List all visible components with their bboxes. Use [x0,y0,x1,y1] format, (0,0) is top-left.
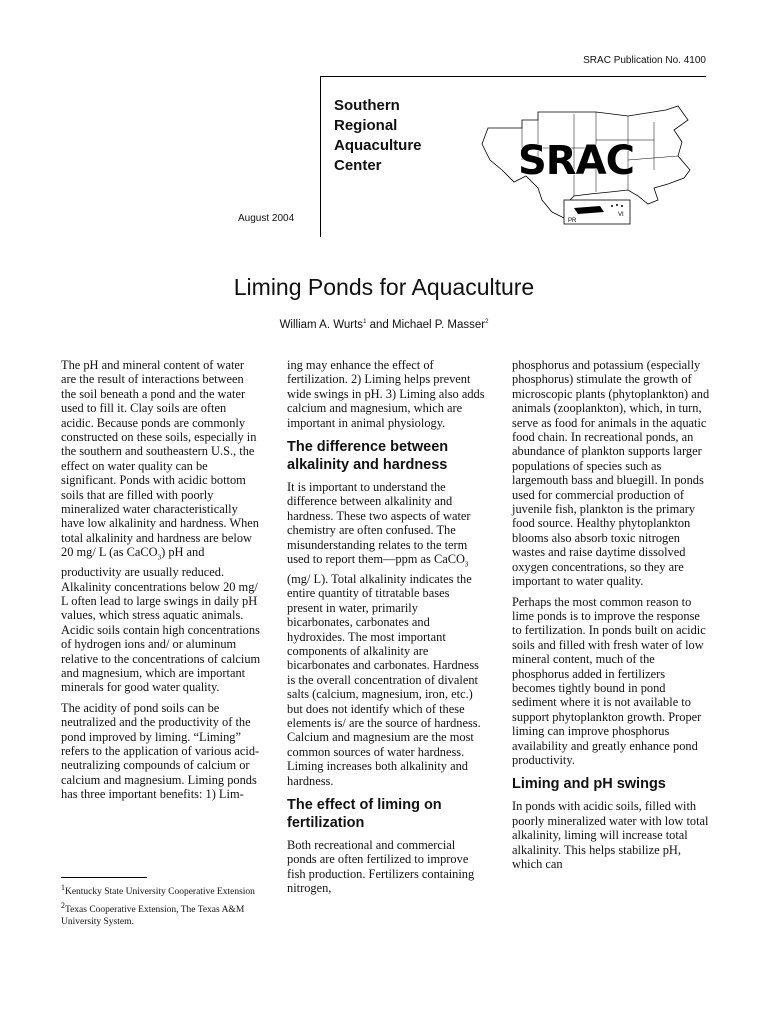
paragraph: In ponds with acidic soils, filled with poorly mineralized water with low total alkalinity, liming will increase total alkalinity. This helps stabilize pH, which can [512,799,709,871]
publication-date: August 2004 [238,213,295,224]
author-joiner: and [366,319,392,331]
vi-label: VI [618,212,624,218]
column-2 [287,358,485,902]
page-title: Liming Ponds for Aquaculture [233,274,535,300]
column-1 [61,358,261,808]
footnote-2: $^2$Texas Cooperative Extension, The Texas A&M University System. [61,901,245,928]
pr-label: PR [568,218,577,224]
footnote-1: $^1$Kentucky State University Cooperative Extension [61,883,255,898]
paragraph: It is important to understand the difference between alkalinity and hardness. These two aspects of water chemistry are often confused. The misunderstanding relates to the term used to report them—ppm as CaCO$_3$ (mg/ L). Total alkalinity indicates the entire quantity of titratable bases present in water, primarily bicarbonates, carbonates and hydroxides. The most important components of alkalinity are bicarbonates and carbonates. Hardness is the overall concentration of divalent salts (calcium, magnesium, iron, etc.) but does not identify which of these elements is/ are the source of hardness. Calcium and magnesium are the most common sources of water hardness. Liming increases both alkalinity and hardness. [287,480,481,788]
org-line: Aquaculture [334,137,422,154]
author-2: Michael P. Masser [391,319,486,331]
footnotes [61,882,261,930]
publication-number: SRAC Publication No. 4100 [583,55,706,66]
authors [0,319,768,331]
org-line: Regional [334,117,398,134]
section-heading: Liming and pH swings [512,776,666,793]
footnote-divider [61,877,147,878]
author-2-note: 2 [485,319,489,326]
column-3 [512,358,710,877]
author-1: William A. Wurts [279,319,364,331]
author-1-note: 1 [363,319,367,326]
organization-name [334,96,422,176]
paragraph: The acidity of pond soils can be neutralized and the productivity of the pond improved by liming. “Liming” refers to the application of various acid-neutralizing compounds of calcium or calcium and magnesium. Liming ponds has three important benefits: 1) Lim- [61,700,260,802]
section-heading: The effect of liming on fertilization [287,797,442,832]
paragraph: ing may enhance the effect of fertilization. 2) Liming helps prevent wide swings in pH. 3) Liming also adds calcium and magnesium, which are important in animal physiology. [287,358,485,430]
paragraph: phosphorus and potassium (especially phosphorus) stimulate the growth of microscopic plants (phytoplankton) and animals (zooplankton), which, in turn, serve as food for animals in the aquatic food chain. In recreational ponds, an abundance of plankton supports larger populations of species such as largemouth bass and bluegill. In ponds used for commercial production of juvenile fish, plankton is the primary food source. Healthy phytoplankton blooms also absorb toxic nitrogen wastes and raise daytime dissolved oxygen concentrations, so they are important to water quality. [512,358,710,589]
org-line: Southern [334,97,400,114]
srac-logo-map [478,100,700,228]
org-line: Center [334,157,382,174]
paragraph: Perhaps the most common reason to lime ponds is to improve the response to fertilization. In ponds built on acidic soils and filled with fresh water of low mineral content, much of the phosphorus added in fertilizers becomes tightly bound in pond sediment where it is not available to support phytoplankton growth. Proper liming can improve phosphorus availability and greatly enhance pond productivity. [512,594,706,767]
paragraph: The pH and mineral content of water are the result of interactions between the soil beneath a pond and the water used to fill it. Clay soils are often acidic. Because ponds are commonly constructed on these soils, especially in the southern and southeastern U.S., the effect on water quality can be significant. Ponds with acidic bottom soils that are filled with poorly mineralized water characteristically have low alkalinity and hardness. When total alkalinity and hardness are below 20 mg/ L (as CaCO$_3$) pH and productivity are usually reduced. Alkalinity concentrations below 20 mg/ L often lead to large swings in daily pH values, which stress aquatic animals. Acidic soils contain high concentrations of hydrogen ions and/ or aluminum relative to the concentrations of calcium and magnesium, which are important minerals for good water quality. [61,358,261,695]
srac-logo-text: SRAC [518,138,634,184]
paragraph: Both recreational and commercial ponds are often fertilized to improve fish production. Fertilizers containing nitrogen, [287,838,475,896]
section-heading: The difference between alkalinity and hardness [287,439,449,474]
